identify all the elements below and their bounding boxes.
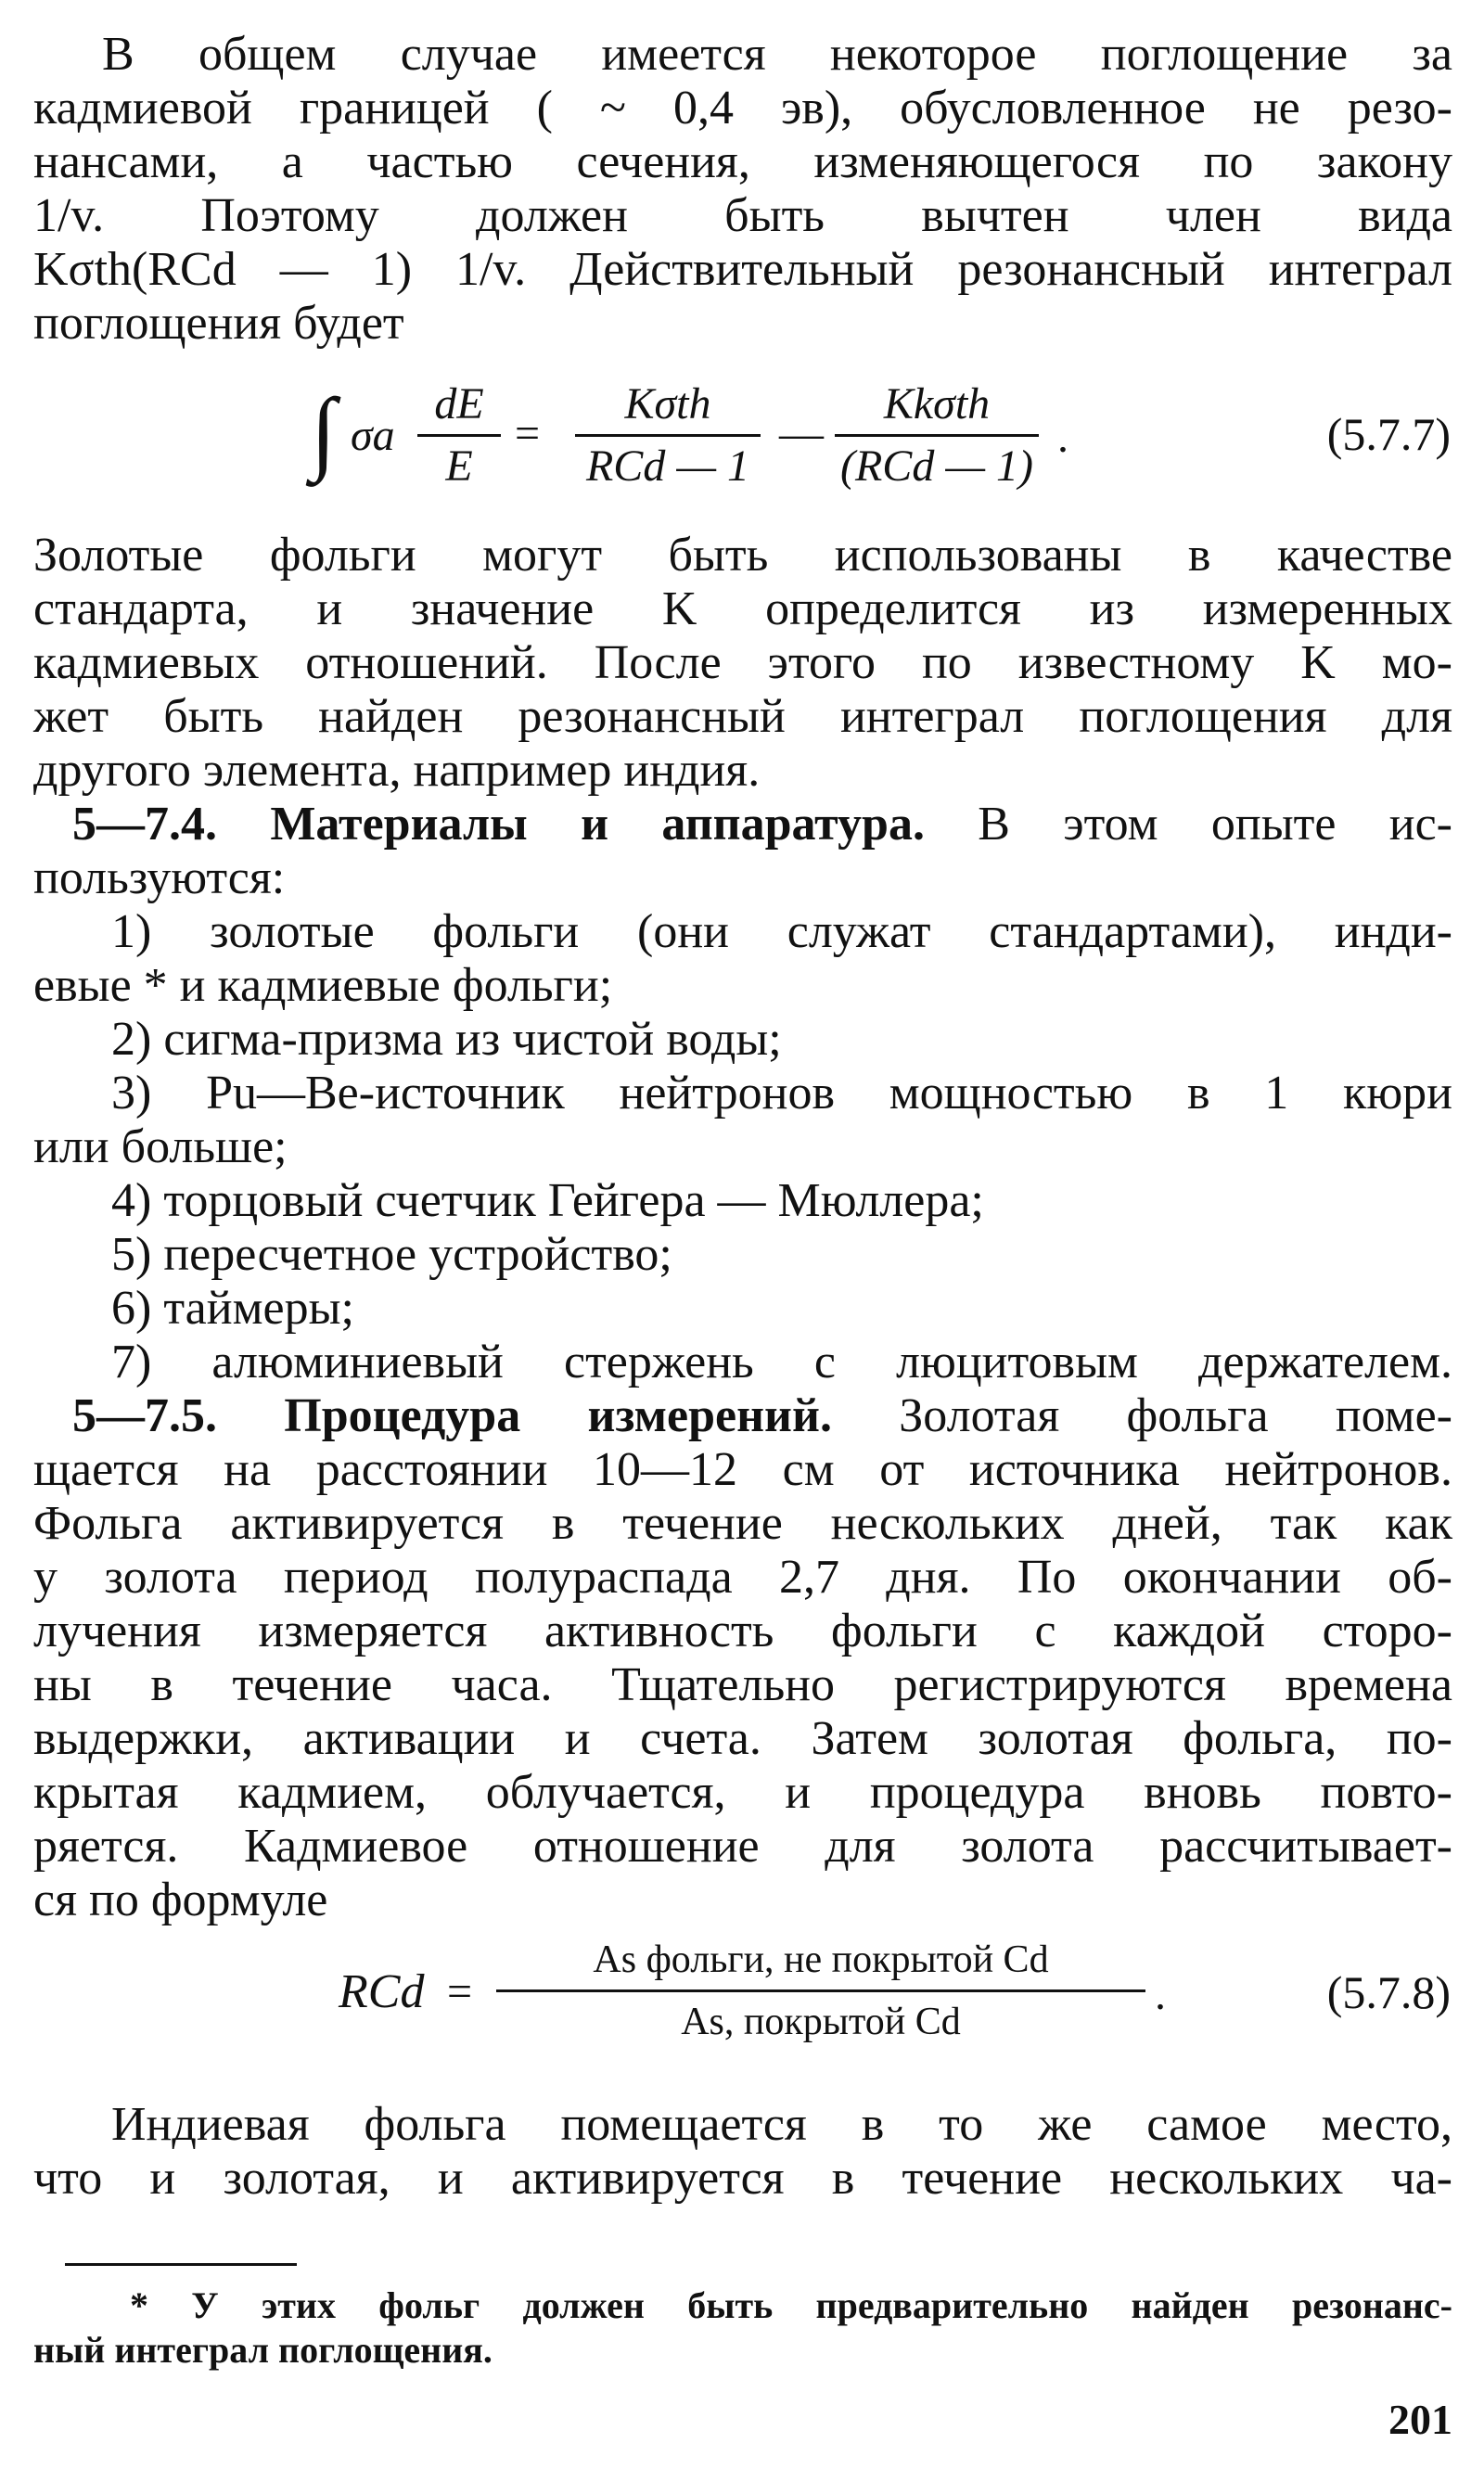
numerator: dE: [434, 379, 484, 429]
section-heading: 5—7.5. Процедура измерений.: [72, 1389, 832, 1442]
list-item: 4) торцовый счетчик Гейгера — Мюллера;: [111, 1174, 984, 1227]
numerator: Kkσth: [883, 379, 991, 429]
r-cd: RCd: [339, 1965, 425, 2018]
section-5-7-5-line: лучения измеряется активность фольги с каждой сторо-: [33, 1605, 1452, 1657]
fraction-term2: [835, 378, 1039, 493]
section-5-7-5-line: у золота период полураспада 2,7 дня. По окончании об-: [33, 1551, 1452, 1604]
page-number: 201: [1388, 2396, 1452, 2443]
paragraph2-line: кадмиевых отношений. После этого по известному K мо-: [33, 636, 1452, 689]
section-heading: 5—7.4. Материалы и аппаратура.: [72, 798, 925, 851]
list-item-continuation: или больше;: [33, 1120, 288, 1173]
fraction-dE-E: [417, 378, 501, 493]
denominator: As, покрытой Cd: [681, 2001, 961, 2043]
paragraph1-line: поглощения будет: [33, 297, 404, 350]
denominator: E: [445, 441, 473, 491]
section-5-7-5-line: ны в течение часа. Тщательно регистрируются времена: [33, 1658, 1452, 1711]
paragraph1-line: В общем случае имеется некоторое поглощение за: [102, 28, 1452, 81]
section-5-7-4-line: пользуются:: [33, 851, 286, 904]
sigma-a: σa: [351, 411, 395, 460]
fraction-bar: [496, 1989, 1145, 1992]
fraction-bar: [417, 434, 501, 437]
paragraph1-line: 1/v. Поэтому должен быть вычтен член вида: [33, 189, 1452, 242]
equation-number: (5.7.7): [1326, 408, 1451, 460]
equals-sign: =: [447, 1967, 473, 2016]
fraction-bar: [575, 434, 761, 437]
list-item: 6) таймеры;: [111, 1282, 354, 1335]
equation-5-7-8: [0, 1934, 1484, 2054]
fraction-term1: [575, 378, 761, 493]
fraction-bar: [835, 434, 1039, 437]
footnote-line: * У этих фольг должен быть предварительно найден резонанс-: [130, 2284, 1452, 2326]
denominator: RCd — 1: [585, 441, 749, 491]
list-item: 2) сигма-призма из чистой воды;: [111, 1013, 782, 1066]
footnote-rule: [65, 2263, 297, 2266]
section-5-7-5-line: щается на расстоянии 10—12 см от источника нейтронов.: [33, 1443, 1452, 1496]
fraction-cadmium-ratio: [496, 1934, 1145, 2048]
equation-number: (5.7.8): [1326, 1966, 1451, 2018]
numerator: As фольги, не покрытой Cd: [593, 1938, 1049, 1981]
equation-end-dot: .: [1155, 1970, 1166, 2019]
section-5-7-5-line: ся по формуле: [33, 1874, 328, 1926]
list-item: 7) алюминиевый стержень с люцитовым держателем.: [111, 1336, 1452, 1388]
paragraph2-line: жет быть найден резонансный интеграл поглощения для: [33, 690, 1452, 743]
paragraph2-line: другого элемента, например индия.: [33, 744, 761, 797]
section-5-7-4-heading-line: [72, 798, 1452, 851]
section-5-7-5-heading-line: [72, 1389, 1452, 1443]
section-5-7-5-line: ряется. Кадмиевое отношение для золота рассчитывает-: [33, 1820, 1452, 1873]
section-5-7-5-line: выдержки, активации и счета. Затем золотая фольга, по-: [33, 1712, 1452, 1765]
paragraph2-line: Золотые фольги могут быть использованы в качестве: [33, 529, 1452, 582]
equation-5-7-7: [0, 371, 1484, 510]
paragraph1-line: нансами, а частью сечения, изменяющегося по закону: [33, 135, 1452, 188]
denominator: (RCd — 1): [840, 441, 1033, 491]
equals-sign: =: [515, 409, 541, 458]
equation-end-dot: .: [1057, 413, 1068, 462]
paragraph1-line: кадмиевой границей ( ~ 0,4 эв), обусловленное не резо-: [33, 82, 1452, 134]
integral-sign: ∫: [311, 379, 337, 482]
list-item: 5) пересчетное устройство;: [111, 1228, 672, 1281]
section-text: Золотая фольга поме-: [899, 1389, 1452, 1442]
list-item: 1) золотые фольги (они служат стандартами), инди-: [111, 905, 1452, 958]
paragraph2-line: стандарта, и значение K определится из измеренных: [33, 582, 1452, 635]
paragraph3-line: что и золотая, и активируется в течение нескольких ча-: [33, 2152, 1452, 2205]
footnote-line: ный интеграл поглощения.: [33, 2329, 493, 2371]
numerator: Kσth: [624, 379, 711, 429]
paragraph1-line: Kσth(RCd — 1) 1/v. Действительный резонансный интеграл: [33, 243, 1452, 296]
section-5-7-5-line: Фольга активируется в течение нескольких дней, так как: [33, 1497, 1452, 1550]
section-text: В этом опыте ис-: [978, 798, 1452, 851]
minus-sign: —: [779, 409, 824, 458]
section-5-7-5-line: крытая кадмием, облучается, и процедура вновь повто-: [33, 1766, 1452, 1819]
paragraph3-line: Индиевая фольга помещается в то же самое место,: [111, 2098, 1452, 2151]
list-item-continuation: евые * и кадмиевые фольги;: [33, 959, 613, 1012]
list-item: 3) Pu—Be-источник нейтронов мощностью в 1 кюри: [111, 1067, 1452, 1119]
